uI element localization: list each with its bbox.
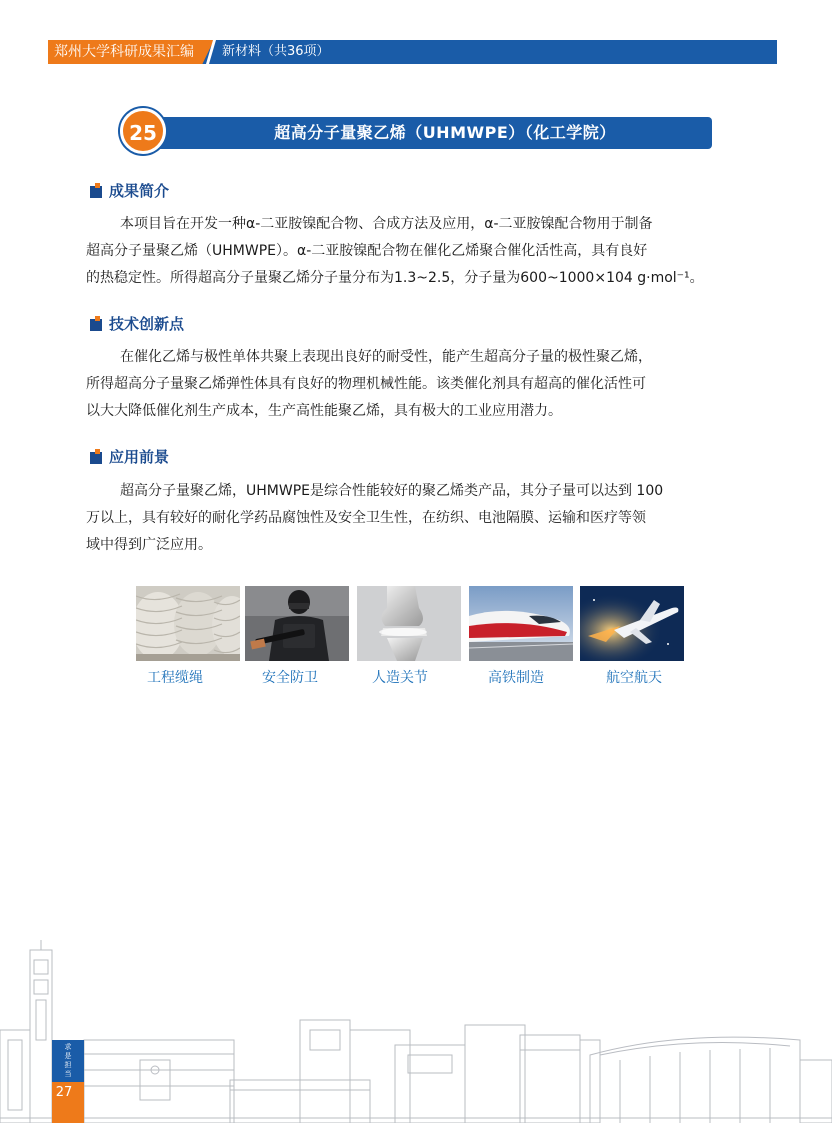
paragraph-line: 万以上，具有较好的耐化学药品腐蚀性及安全卫生性，在纺织、电池隔膜、运输和医疗等领 <box>86 510 646 526</box>
paragraph-line: 域中得到广泛应用。 <box>86 537 212 553</box>
section-bullet-icon <box>90 449 102 464</box>
gallery-caption: 工程缆绳 <box>147 670 203 686</box>
section-title: 技术创新点 <box>109 314 185 333</box>
gallery-caption: 安全防卫 <box>262 670 318 686</box>
paragraph-line: 以大大降低催化剂生产成本，生产高性能聚乙烯，具有极大的工业应用潜力。 <box>86 403 562 419</box>
footer-motto-text: 求是担当 <box>64 1043 72 1078</box>
section-title: 应用前景 <box>109 447 170 466</box>
innovation-paragraph <box>86 344 762 425</box>
section-title: 成果简介 <box>109 181 170 200</box>
section-heading-prospect <box>90 446 169 466</box>
gallery-caption: 高铁制造 <box>488 670 544 686</box>
campus-skyline-illustration <box>0 930 832 1123</box>
gallery-caption: 航空航天 <box>606 670 662 686</box>
paragraph-line: 在催化乙烯与极性单体共聚上表现出良好的耐受性，能产生超高分子量的极性聚乙烯， <box>120 349 652 365</box>
section-heading-summary <box>90 180 169 200</box>
artificial-joint-photo <box>357 586 461 661</box>
item-number-badge: 25 <box>120 108 166 154</box>
gallery-caption: 人造关节 <box>372 670 428 686</box>
footer-motto <box>52 1043 84 1079</box>
page-number: 27 <box>55 1085 73 1100</box>
high-speed-rail-photo <box>469 586 573 661</box>
rope-photo <box>136 586 240 661</box>
aerospace-photo <box>580 586 684 661</box>
header-category: 新材料（共36项） <box>222 44 330 59</box>
section-heading-innovation <box>90 313 184 333</box>
paragraph-line: 所得超高分子量聚乙烯弹性体具有良好的物理机械性能。该类催化剂具有超高的催化活性可 <box>86 376 646 392</box>
header-publication-title: 郑州大学科研成果汇编 <box>54 44 194 60</box>
summary-paragraph <box>86 211 762 292</box>
paragraph-line: 超高分子量聚乙烯，UHMWPE是综合性能较好的聚乙烯类产品，其分子量可以达到 100 <box>120 483 664 499</box>
section-bullet-icon <box>90 316 102 331</box>
paragraph-line: 超高分子量聚乙烯（UHMWPE）。α-二亚胺镍配合物在催化乙烯聚合催化活性高，具有良好 <box>86 243 648 259</box>
prospect-paragraph <box>86 478 762 559</box>
paragraph-line: 本项目旨在开发一种α-二亚胺镍配合物、合成方法及应用，α-二亚胺镍配合物用于制备 <box>120 216 653 232</box>
page-title: 超高分子量聚乙烯（UHMWPE）（化工学院） <box>274 123 616 142</box>
paragraph-line: 的热稳定性。所得超高分子量聚乙烯分子量分布为1.3~2.5，分子量为600~1000×104 g·mol⁻¹。 <box>86 270 704 286</box>
security-photo <box>245 586 349 661</box>
section-bullet-icon <box>90 183 102 198</box>
